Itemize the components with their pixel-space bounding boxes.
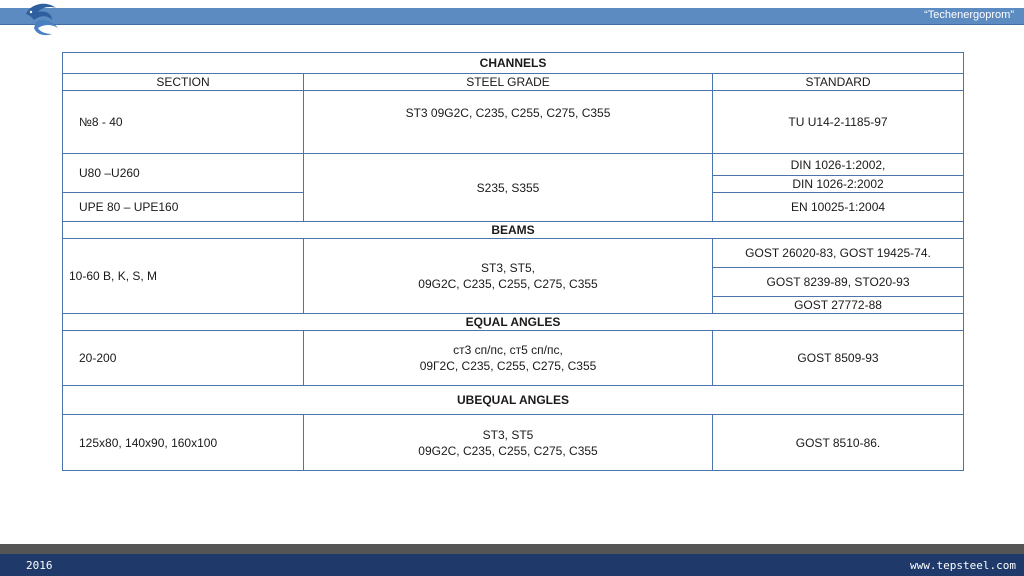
channel-section-cell: UPE 80 – UPE160: [63, 193, 304, 222]
channel-standard-cell: DIN 1026-1:2002,: [713, 154, 964, 176]
beams-grade-line: ST3, ST5,: [480, 261, 536, 275]
unequal-angles-standard-cell: GOST 8510-86.: [713, 415, 964, 471]
dolphin-logo-icon: [22, 0, 64, 38]
table-row: [63, 154, 964, 176]
beams-grade-cell: [304, 239, 713, 314]
beams-standard-cell: GOST 8239-89, STO20-93: [713, 268, 964, 297]
table-row: [63, 91, 964, 154]
steel-specification-table: [62, 52, 964, 471]
column-header-section: SECTION: [63, 74, 304, 91]
footer-bar: [0, 554, 1024, 576]
channel-standard-cell: DIN 1026-2:2002: [713, 176, 964, 193]
table-row: [63, 314, 964, 331]
table-row: [63, 415, 964, 471]
brand-name: “Techenergoprom”: [924, 9, 1014, 21]
column-header-steel-grade: STEEL GRADE: [304, 74, 713, 91]
equal-angles-title: EQUAL ANGLES: [63, 314, 964, 331]
footer-website-link[interactable]: www.tepsteel.com: [910, 559, 1016, 572]
footer-year: 2016: [26, 559, 53, 572]
equal-angles-standard-cell: GOST 8509-93: [713, 331, 964, 386]
table-row: [63, 386, 964, 415]
equal-angles-section-cell: 20-200: [63, 331, 304, 386]
channel-section-cell: №8 - 40: [63, 91, 304, 154]
unequal-angles-grade-line: ST3, ST5: [482, 427, 534, 442]
table-row: [63, 222, 964, 239]
table-row: [63, 331, 964, 386]
beams-title: BEAMS: [63, 222, 964, 239]
unequal-angles-title: UBEQUAL ANGLES: [63, 386, 964, 415]
equal-angles-grade-line: 09Г2С, С235, С255, С275, С355: [419, 359, 597, 373]
beams-section-cell: 10-60 B, K, S, M: [63, 239, 304, 314]
channel-section-cell: U80 –U260: [63, 154, 304, 193]
channel-grade-cell: ST3 09G2C, C235, C255, C275, C355: [304, 91, 713, 154]
equal-angles-grade-line: ст3 сп/пс, ст5 сп/пс,: [453, 343, 563, 357]
channel-grade-cell: S235, S355: [304, 154, 713, 222]
channel-standard-cell: TU U14-2-1185-97: [713, 91, 964, 154]
table-row: [63, 74, 964, 91]
channel-standard-cell: EN 10025-1:2004: [713, 193, 964, 222]
channels-title: CHANNELS: [63, 53, 964, 74]
column-header-standard: STANDARD: [713, 74, 964, 91]
footer-divider: [0, 544, 1024, 554]
header-bar: [0, 8, 1024, 25]
unequal-angles-section-cell: 125x80, 140x90, 160x100: [63, 415, 304, 471]
equal-angles-grade-cell: [304, 331, 713, 386]
beams-standard-cell: GOST 26020-83, GOST 19425-74.: [713, 239, 964, 268]
table-row: [63, 239, 964, 268]
table-row: [63, 53, 964, 74]
beams-standard-cell: GOST 27772-88: [713, 297, 964, 314]
unequal-angles-grade-line: 09G2C, C235, C255, C275, C355: [418, 443, 598, 458]
unequal-angles-grade-cell: [304, 415, 713, 471]
beams-grade-line: 09G2C, C235, C255, C275, C355: [418, 277, 598, 291]
